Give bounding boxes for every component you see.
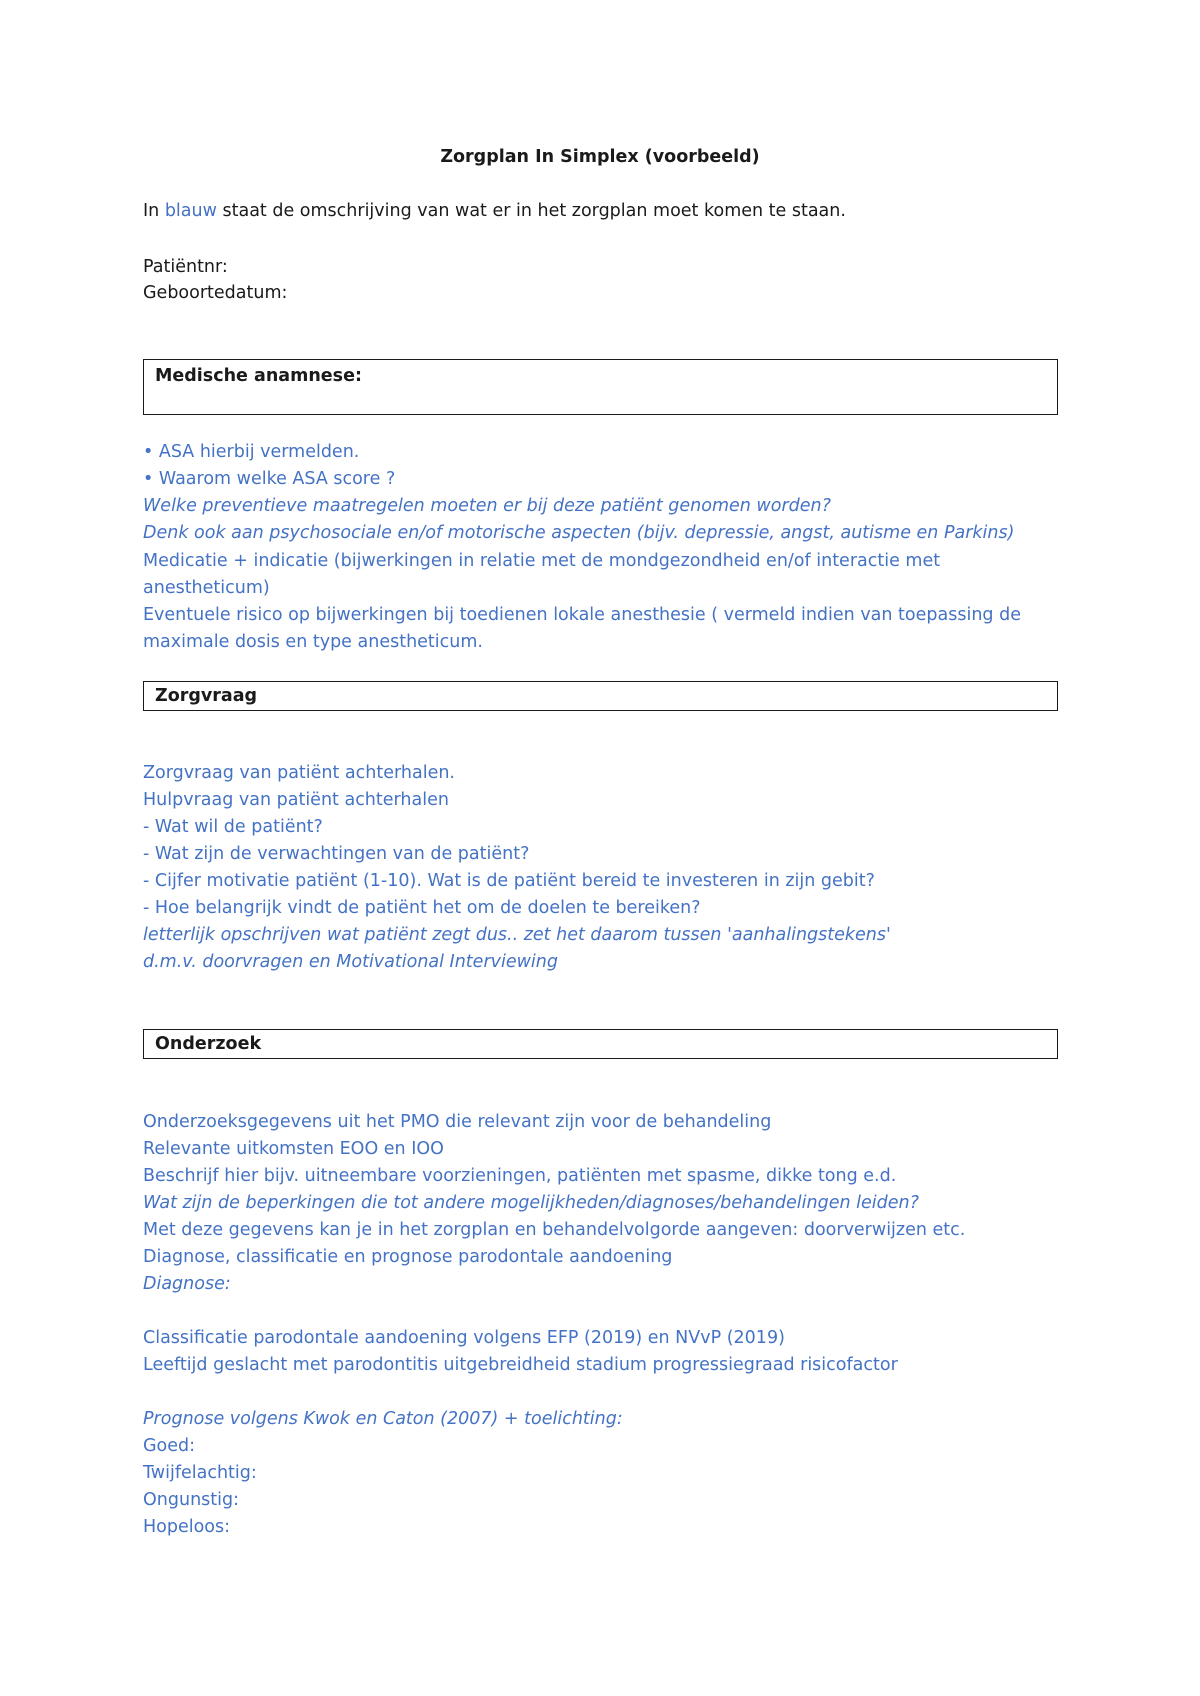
prognose-hopeloos: Hopeloos: [143, 1517, 231, 1537]
intro-suffix: staat de omschrijving van wat er in het zorgplan moet komen te staan. [216, 201, 846, 221]
medische-anamnese-heading: Medische anamnese: [155, 366, 362, 386]
prognose-ongunstig: Ongunstig: [143, 1490, 240, 1510]
intro-prefix: In [143, 201, 165, 221]
zorgvraag-line-4: - Wat zijn de verwachtingen van de patiënt? [143, 844, 530, 864]
prognose-goed: Goed: [143, 1436, 196, 1456]
zorgvraag-line-8: d.m.v. doorvragen en Motivational Interviewing [143, 952, 558, 972]
birth-date-label: Geboortedatum: [143, 283, 288, 303]
prognose-twijfelachtig: Twijfelachtig: [143, 1463, 257, 1483]
medische-anamnese-box [143, 359, 1058, 415]
zorgvraag-box [143, 681, 1058, 711]
anamnese-line-risico: Eventuele risico op bijwerkingen bij toedienen lokale anesthesie ( vermeld indien van toepassing de [143, 605, 1021, 625]
zorgvraag-line-1: Zorgvraag van patiënt achterhalen. [143, 763, 455, 783]
onderzoek-line-5: Met deze gegevens kan je in het zorgplan en behandelvolgorde aangeven: doorverwijzen etc. [143, 1220, 966, 1240]
onderzoek-line-2: Relevante uitkomsten EOO en IOO [143, 1139, 444, 1159]
onderzoek-line-7: Diagnose: [143, 1274, 231, 1294]
intro-sentence [143, 198, 846, 224]
onderzoek-line-9: Leeftijd geslacht met parodontitis uitgebreidheid stadium progressiegraad risicofactor [143, 1355, 898, 1375]
onderzoek-line-1: Onderzoeksgegevens uit het PMO die relevant zijn voor de behandeling [143, 1112, 772, 1132]
anamnese-line-dosis: maximale dosis en type anestheticum. [143, 632, 483, 652]
anamnese-line-asa: • ASA hierbij vermelden. [143, 442, 360, 462]
zorgvraag-line-5: - Cijfer motivatie patiënt (1-10). Wat is de patiënt bereid te investeren in zijn gebit? [143, 871, 875, 891]
onderzoek-line-3: Beschrijf hier bijv. uitneembare voorzieningen, patiënten met spasme, dikke tong e.d. [143, 1166, 897, 1186]
zorgvraag-line-6: - Hoe belangrijk vindt de patiënt het om de doelen te bereiken? [143, 898, 701, 918]
zorgvraag-heading: Zorgvraag [155, 686, 258, 706]
onderzoek-heading: Onderzoek [155, 1034, 262, 1054]
anamnese-line-psychosociaal: Denk ook aan psychosociale en/of motorische aspecten (bijv. depressie, angst, autisme en Parkins) [143, 523, 1015, 543]
onderzoek-box [143, 1029, 1058, 1059]
anamnese-line-preventie: Welke preventieve maatregelen moeten er bij deze patiënt genomen worden? [143, 496, 831, 516]
zorgvraag-line-7: letterlijk opschrijven wat patiënt zegt dus.. zet het daarom tussen 'aanhalingstekens' [143, 925, 891, 945]
intro-highlight-word: blauw [164, 201, 217, 221]
document-title: Zorgplan In Simplex (voorbeeld) [440, 147, 760, 167]
anamnese-line-asa-score: • Waarom welke ASA score ? [143, 469, 396, 489]
onderzoek-line-6: Diagnose, classificatie en prognose parodontale aandoening [143, 1247, 673, 1267]
anamnese-line-medicatie: Medicatie + indicatie (bijwerkingen in relatie met de mondgezondheid en/of interactie met [143, 551, 941, 571]
onderzoek-line-4: Wat zijn de beperkingen die tot andere mogelijkheden/diagnoses/behandelingen leiden? [143, 1193, 919, 1213]
zorgvraag-line-2: Hulpvraag van patiënt achterhalen [143, 790, 449, 810]
onderzoek-line-8: Classificatie parodontale aandoening volgens EFP (2019) en NVvP (2019) [143, 1328, 785, 1348]
anamnese-line-anestheticum: anestheticum) [143, 578, 270, 598]
onderzoek-line-10: Prognose volgens Kwok en Caton (2007) + toelichting: [143, 1409, 623, 1429]
zorgvraag-line-3: - Wat wil de patiënt? [143, 817, 323, 837]
patient-number-label: Patiëntnr: [143, 257, 228, 277]
